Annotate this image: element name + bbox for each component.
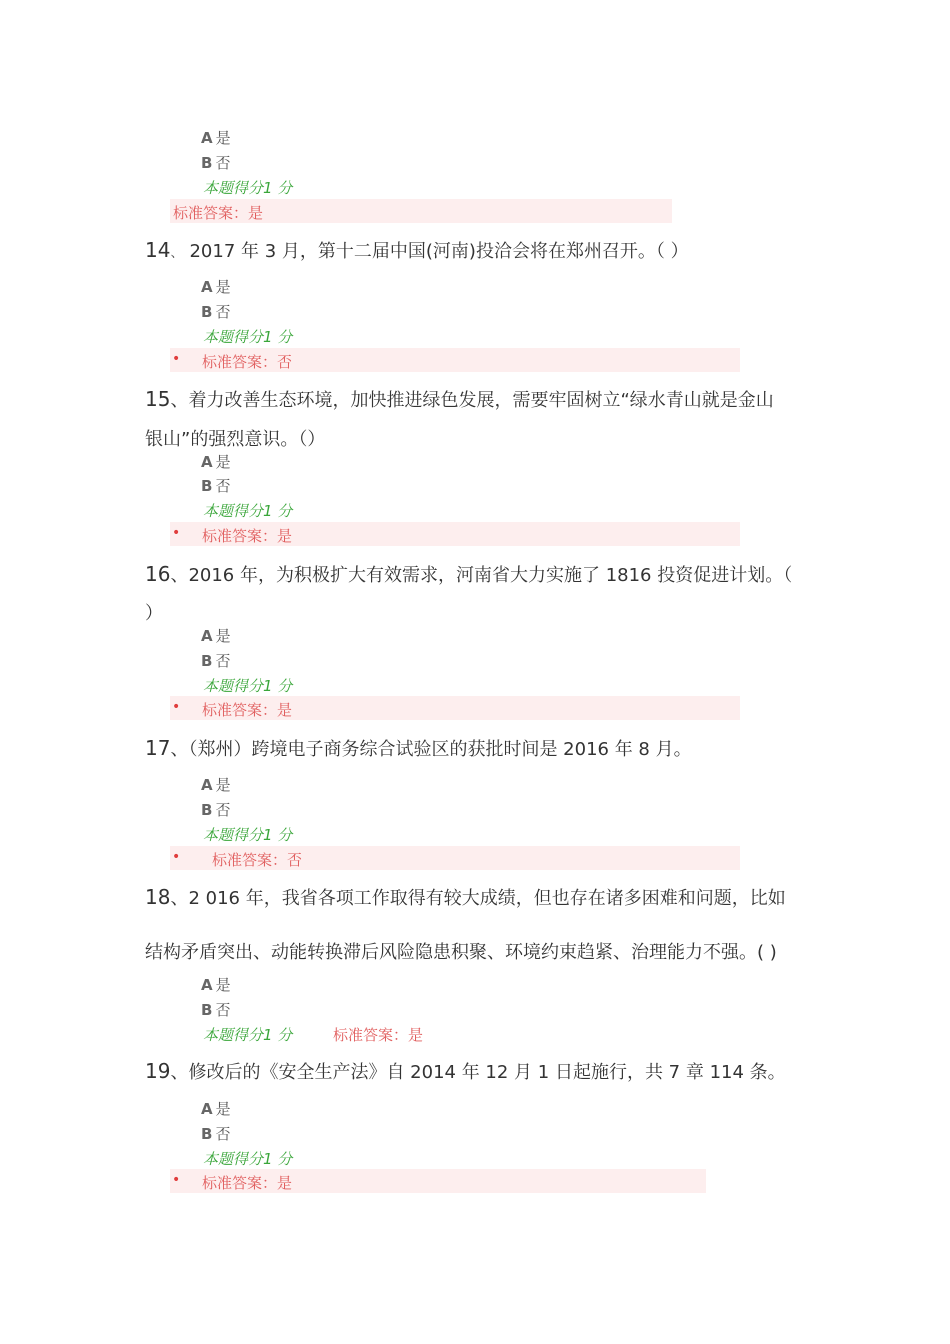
option-text: 否	[215, 801, 231, 819]
option-text: 否	[215, 652, 231, 670]
question-text: 2017 年 3 月，第十二届中国(河南)投洽会将在郑州召开。（ ）	[189, 241, 689, 262]
option-letter: B	[201, 801, 213, 819]
question-16	[145, 561, 792, 587]
bullet-icon: •	[172, 525, 181, 541]
option-letter: A	[201, 976, 213, 994]
option-b[interactable]	[201, 799, 230, 820]
option-a[interactable]	[201, 127, 231, 148]
option-text: 否	[215, 154, 231, 172]
option-a[interactable]	[201, 774, 231, 795]
option-text: 否	[215, 303, 231, 321]
option-a[interactable]	[201, 974, 231, 995]
option-letter: A	[201, 129, 213, 147]
option-letter: B	[201, 652, 213, 670]
question-text: 、2 016 年，我省各项工作取得有较大成绩，但也存在诸多困难和问题，比如	[170, 888, 786, 909]
option-letter: B	[201, 1125, 213, 1143]
option-letter: A	[201, 278, 213, 296]
option-a[interactable]	[201, 276, 231, 297]
question-separator: 、	[170, 246, 184, 261]
option-b[interactable]	[201, 1123, 230, 1144]
question-text: 、修改后的《安全生产法》自 2014 年 12 月 1 日起施行，共 7 章 114 条。	[170, 1062, 786, 1083]
question-score: 本题得分1 分	[203, 677, 293, 695]
option-a[interactable]	[201, 1098, 231, 1119]
standard-answer: 标准答案：是	[202, 527, 293, 545]
option-letter: A	[201, 1100, 213, 1118]
option-text: 是	[215, 453, 231, 471]
option-text: 是	[215, 278, 231, 296]
option-letter: B	[201, 154, 213, 172]
option-text: 是	[215, 1100, 231, 1118]
question-score: 本题得分1 分	[203, 502, 293, 520]
bullet-icon: •	[172, 351, 181, 367]
question-14	[145, 237, 689, 263]
question-score: 本题得分1 分	[203, 1150, 293, 1168]
question-text: 、2016 年，为积极扩大有效需求，河南省大力实施了 1816 投资促进计划。（	[170, 565, 793, 586]
question-18	[145, 884, 786, 910]
option-text: 是	[215, 627, 231, 645]
option-b[interactable]	[201, 475, 230, 496]
question-score: 本题得分1 分	[203, 1026, 293, 1044]
option-text: 是	[215, 129, 231, 147]
question-19	[145, 1058, 786, 1084]
option-text: 否	[215, 477, 231, 495]
option-text: 是	[215, 976, 231, 994]
question-17	[145, 735, 692, 761]
standard-answer: 标准答案：是	[202, 701, 293, 719]
bullet-icon: •	[172, 699, 181, 715]
standard-answer: 标准答案：否	[202, 353, 293, 371]
option-text: 否	[215, 1001, 231, 1019]
question-number: 14	[145, 238, 171, 262]
question-text: 、（郑州）跨境电子商务综合试验区的获批时间是 2016 年 8 月。	[170, 739, 692, 760]
question-score: 本题得分1 分	[203, 328, 293, 346]
question-number: 19	[145, 1059, 171, 1083]
question-number: 16	[145, 562, 171, 586]
question-text: 、着力改善生态环境，加快推进绿色发展，需要牢固树立“绿水青山就是金山	[170, 390, 774, 411]
standard-answer: 标准答案：是	[333, 1026, 424, 1044]
option-letter: B	[201, 477, 213, 495]
option-letter: A	[201, 453, 213, 471]
option-letter: A	[201, 627, 213, 645]
option-letter: A	[201, 776, 213, 794]
standard-answer: 标准答案：否	[212, 851, 303, 869]
option-b[interactable]	[201, 999, 230, 1020]
option-text: 是	[215, 776, 231, 794]
standard-answer: 标准答案：是	[202, 1174, 293, 1192]
question-score: 本题得分1 分	[203, 826, 293, 844]
question-text-continued: 银山”的强烈意识。（）	[145, 429, 326, 450]
option-letter: B	[201, 1001, 213, 1019]
option-a[interactable]	[201, 451, 231, 472]
option-text: 否	[215, 1125, 231, 1143]
question-15	[145, 386, 774, 412]
question-number: 18	[145, 885, 171, 909]
option-b[interactable]	[201, 152, 230, 173]
option-letter: B	[201, 303, 213, 321]
question-text-continued: 结构矛盾突出、动能转换滞后风险隐患积聚、环境约束趋紧、治理能力不强。( )	[145, 942, 777, 963]
bullet-icon: •	[172, 849, 181, 865]
question-text-continued: ）	[145, 603, 163, 624]
question-score: 本题得分1 分	[203, 179, 293, 197]
question-number: 15	[145, 387, 171, 411]
option-b[interactable]	[201, 650, 230, 671]
option-a[interactable]	[201, 625, 231, 646]
option-b[interactable]	[201, 301, 230, 322]
bullet-icon: •	[172, 1172, 181, 1188]
standard-answer: 标准答案：是	[173, 204, 264, 222]
question-number: 17	[145, 736, 171, 760]
